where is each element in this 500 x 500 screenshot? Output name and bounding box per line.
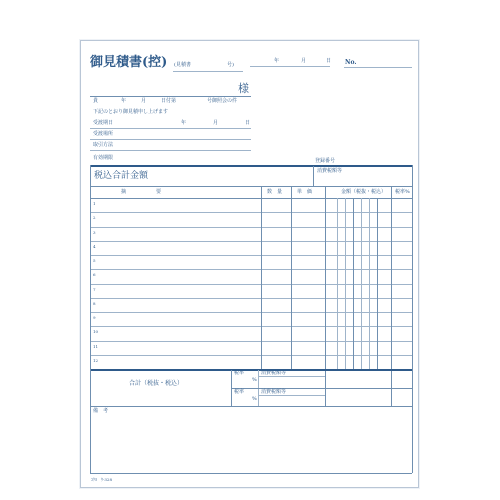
row-line xyxy=(90,298,412,299)
col-amount: 金額（税抜・税込） xyxy=(341,189,387,195)
row-number: 10 xyxy=(93,329,99,335)
sama-honorific: 様 xyxy=(238,82,249,95)
delivery-year: 年 xyxy=(181,120,187,126)
row-line xyxy=(90,326,412,327)
rate-1-label: 税率 xyxy=(234,370,245,376)
intro-text: 下記のとおり御見積申し上げます xyxy=(93,109,169,115)
col-unit-price: 単 価 xyxy=(297,189,313,195)
rate-2-label: 税率 xyxy=(234,389,245,395)
row-number: 2 xyxy=(93,215,96,221)
ref-month: 月 xyxy=(141,98,147,104)
rate-1-tax-line xyxy=(258,376,325,377)
col-qty: 数 量 xyxy=(267,189,283,195)
total-bottom-line xyxy=(90,186,412,187)
number-underline xyxy=(344,67,412,68)
estimate-number-label: (見積書 xyxy=(174,62,191,68)
col-item: 摘 要 xyxy=(121,189,162,195)
form-title: 御見積書(控) xyxy=(90,55,168,70)
row-number: 3 xyxy=(93,229,96,235)
ref-ki: 貴 xyxy=(93,98,99,104)
row-number: 7 xyxy=(93,286,96,292)
subtotal-top-border xyxy=(90,369,412,371)
rate-2-tax-label: 消費税額等 xyxy=(261,389,287,395)
estimate-number-suffix: 号) xyxy=(227,62,234,68)
table-top-border xyxy=(90,165,412,167)
col-line-amount xyxy=(325,186,326,406)
payment-line xyxy=(90,150,251,151)
row-line xyxy=(90,355,412,356)
valid-label: 有効期限 xyxy=(93,155,114,161)
date-month: 月 xyxy=(301,58,307,64)
estimate-number-underline xyxy=(173,71,243,72)
frame-bottom xyxy=(90,473,412,474)
col-tax-rate: 税率% xyxy=(395,189,410,195)
date-day: 日 xyxy=(326,58,332,64)
rate-2-percent: % xyxy=(252,396,257,402)
ref-date: 日付第 xyxy=(161,98,177,104)
row-line xyxy=(90,341,412,342)
estimate-form-sheet xyxy=(80,40,419,488)
row-line xyxy=(90,284,412,285)
row-number: 1 xyxy=(93,201,96,206)
row-line xyxy=(90,312,412,313)
row-line xyxy=(90,227,412,228)
row-line xyxy=(90,269,412,270)
remarks-top-line xyxy=(90,406,412,407)
col-line-digit-3 xyxy=(353,198,354,369)
row-number: 11 xyxy=(93,343,99,349)
subtotal-label: 合計（税抜・税込） xyxy=(129,380,184,387)
col-line-price xyxy=(291,186,292,369)
rate-2-tax-line xyxy=(258,395,325,396)
row-number: 6 xyxy=(93,272,96,278)
number-label: No. xyxy=(345,59,357,66)
total-tax-label: 消費税額等 xyxy=(317,168,343,174)
col-line-digit-2 xyxy=(345,198,346,369)
date-year: 年 xyxy=(274,58,280,64)
delivery-month: 月 xyxy=(213,120,219,126)
rate-split-line xyxy=(231,388,412,389)
delivery-day: 日 xyxy=(245,120,251,126)
col-line-digit-5 xyxy=(369,198,370,369)
delivery-date-line xyxy=(90,128,251,129)
row-number: 9 xyxy=(93,315,96,320)
rate-1-tax-label: 消費税額等 xyxy=(261,370,287,376)
header-bottom-line xyxy=(90,198,412,199)
row-line xyxy=(90,255,412,256)
col-line-digit-4 xyxy=(361,198,362,369)
delivery-date-label: 受渡期日 xyxy=(93,120,114,126)
rate-1-percent: % xyxy=(252,377,257,383)
row-number: 12 xyxy=(93,357,99,363)
col-line-qty xyxy=(261,186,262,369)
row-line xyxy=(90,212,412,213)
total-divider xyxy=(313,166,314,186)
frame-left xyxy=(90,165,91,473)
row-line xyxy=(90,241,412,242)
customer-name-line xyxy=(90,96,251,97)
row-number: 5 xyxy=(93,258,96,263)
col-line-digit-1 xyxy=(337,198,338,369)
payment-label: 取引方法 xyxy=(93,142,114,148)
ref-year: 年 xyxy=(121,98,127,104)
registration-label: 登録番号 xyxy=(315,158,336,164)
row-number: 8 xyxy=(93,300,96,306)
delivery-place-label: 受渡場所 xyxy=(93,131,114,137)
row-number: 4 xyxy=(93,243,96,249)
remarks-label: 備 考 xyxy=(93,408,109,414)
delivery-place-line xyxy=(90,139,251,140)
footer-code: ｺｸﾖ ｳ-328 xyxy=(91,477,112,482)
col-line-digit-6 xyxy=(377,198,378,369)
total-label: 税込合計金額 xyxy=(94,171,149,181)
col-line-rate xyxy=(391,186,392,406)
ref-inquiry: 号御照会の件 xyxy=(207,98,238,104)
frame-right xyxy=(412,165,413,473)
date-underline xyxy=(250,66,330,67)
